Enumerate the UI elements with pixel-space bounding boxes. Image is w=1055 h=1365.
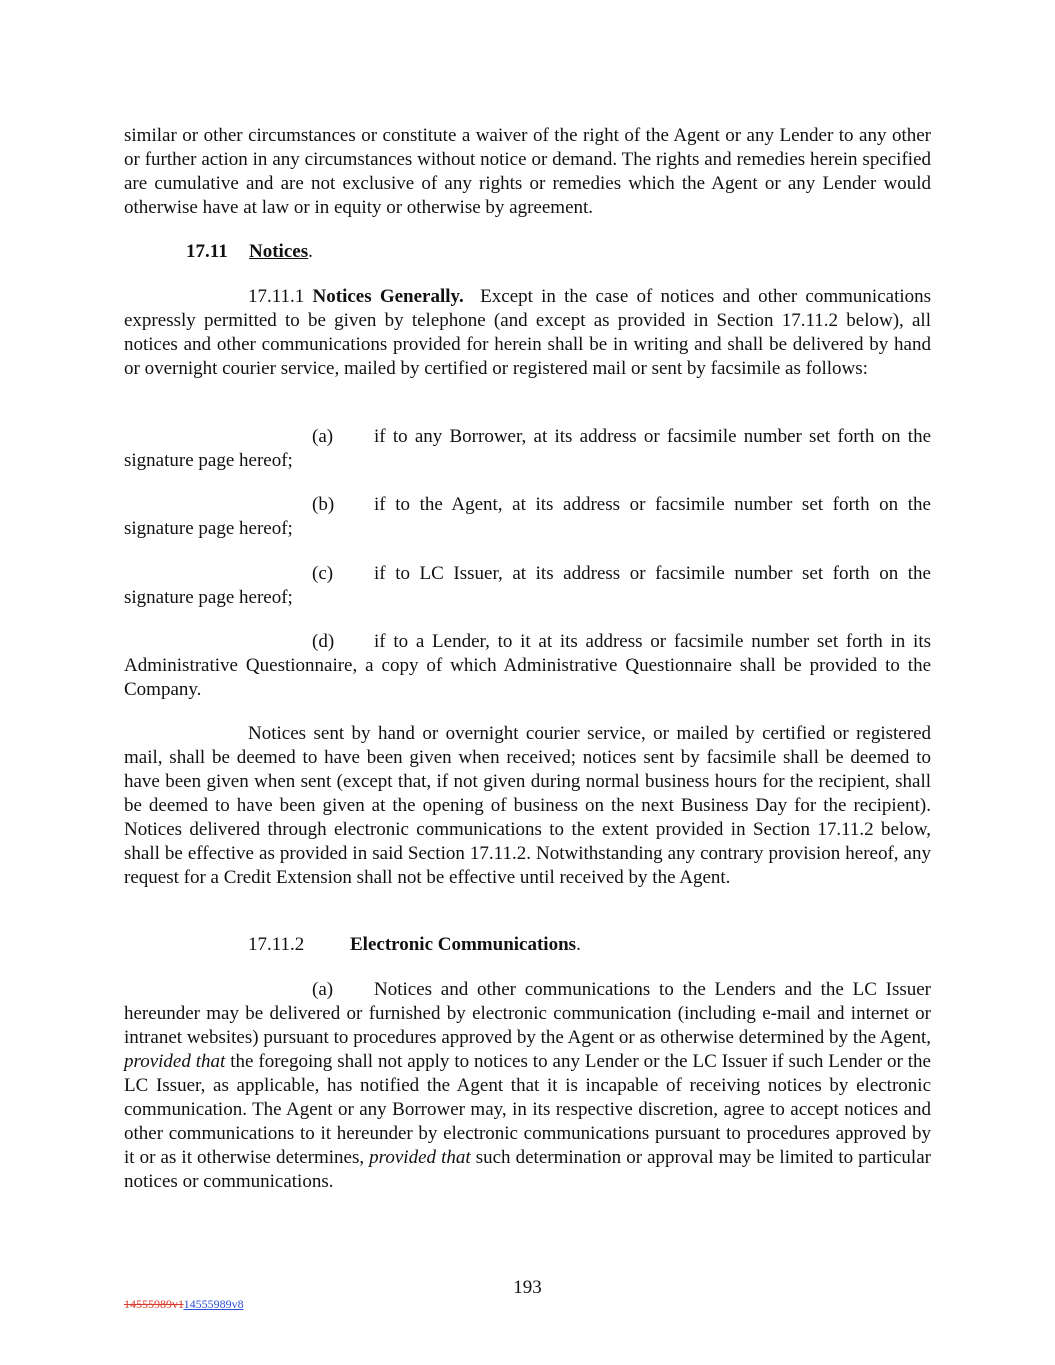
list-item-c bbox=[124, 562, 931, 610]
subsection-1-title: Notices Generally. bbox=[312, 286, 464, 307]
list-item-text: if to any Borrower, at its address or facsimile number set forth on the signature page hereof; bbox=[124, 426, 931, 471]
section-number: 17.11 bbox=[186, 241, 228, 262]
electronic-a-italic-1: provided that bbox=[124, 1051, 226, 1072]
subsection-2-punct: . bbox=[576, 934, 581, 955]
electronic-a-text-3: such determination or approval may be limited to particular notices or communications. bbox=[124, 1147, 931, 1192]
opening-paragraph: similar or other circumstances or constitute a waiver of the right of the Agent or any Lender to any other or further action in any circumstances without notice or demand. The rights and remedies herein specified are cumulative and are not exclusive of any rights or remedies which the Agent or any Lender would otherwise have at law or in equity or otherwise by agreement. bbox=[124, 125, 931, 218]
list-item-d bbox=[124, 630, 931, 702]
electronic-communications-a bbox=[124, 978, 931, 1194]
subsection-2-number: 17.11.2 bbox=[248, 934, 305, 955]
list-item-a bbox=[124, 425, 931, 473]
list-item-text: if to LC Issuer, at its address or facsimile number set forth on the signature page hereof; bbox=[124, 563, 931, 608]
list-item-label: (c) bbox=[312, 563, 334, 584]
inserted-document-id: 14555989v8 bbox=[183, 1297, 244, 1311]
section-heading bbox=[0, 240, 1055, 264]
list-item-label: (d) bbox=[312, 631, 335, 652]
subsection-1-text: Except in the case of notices and other communications expressly permitted to be given by telephone (and except as provided in Section 17.11.2 below), all notices and other communications provided for herein shall be in writing and shall be delivered by hand or overnight courier service, mailed by certified or registered mail or sent by facsimile as follows: bbox=[124, 286, 932, 379]
document-id-footer bbox=[124, 1297, 244, 1311]
list-item-label: (a) bbox=[312, 979, 334, 1000]
list-item-text: if to the Agent, at its address or facsimile number set forth on the signature page hereof; bbox=[124, 494, 931, 539]
list-item-b bbox=[124, 493, 931, 541]
page-number: 193 bbox=[513, 1277, 542, 1298]
deleted-document-id: 14555989v1 bbox=[124, 1297, 184, 1311]
electronic-a-italic-2: provided that bbox=[369, 1147, 471, 1168]
subsection-2-title: Electronic Communications bbox=[350, 934, 577, 955]
list-item-text: if to a Lender, to it at its address or facsimile number set forth in its Administrative Questionnaire, a copy of which Administrative Questionnaire shall be provided to the Company. bbox=[124, 631, 931, 700]
electronic-a-text-2: the foregoing shall not apply to notices to any Lender or the LC Issuer if such Lender or the LC Issuer, as applicable, has notified the Agent that it is incapable of receiving notices by electronic communication. The Agent or any Borrower may, in its respective discretion, agree to accept notices and other communications to it hereunder by electronic communications pursuant to procedures approved by it or as it otherwise determines, bbox=[124, 1051, 931, 1168]
section-title-punct: . bbox=[308, 241, 313, 262]
notices-paragraph bbox=[124, 722, 931, 890]
electronic-a-text-1: Notices and other communications to the Lenders and the LC Issuer hereunder may be delivered or furnished by electronic communication (including e-mail and internet or intranet websites) pursuant to procedures approved by the Agent or as otherwise determined by the Agent, bbox=[124, 979, 931, 1048]
subsection-1-number: 17.11.1 bbox=[248, 286, 305, 307]
list-item-label: (b) bbox=[312, 494, 335, 515]
subsection-17-11-1 bbox=[124, 285, 931, 381]
section-title: Notices bbox=[249, 241, 309, 262]
list-item-label: (a) bbox=[312, 426, 334, 447]
notices-paragraph-text: Notices sent by hand or overnight courier service, or mailed by certified or registered mail, shall be deemed to have been given when received; notices sent by facsimile shall be deemed to have been given when sent (except that, if not given during normal business hours for the recipient, shall be deemed to have been given at the opening of business on the next Business Day for the recipient). Notices delivered through electronic communications to the extent provided in Section 17.11.2 below, shall be effective as provided in said Section 17.11.2. Notwithstanding any contrary provision hereof, any request for a Credit Extension shall not be effective until received by the Agent. bbox=[124, 723, 931, 888]
subsection-17-11-2 bbox=[124, 933, 931, 957]
